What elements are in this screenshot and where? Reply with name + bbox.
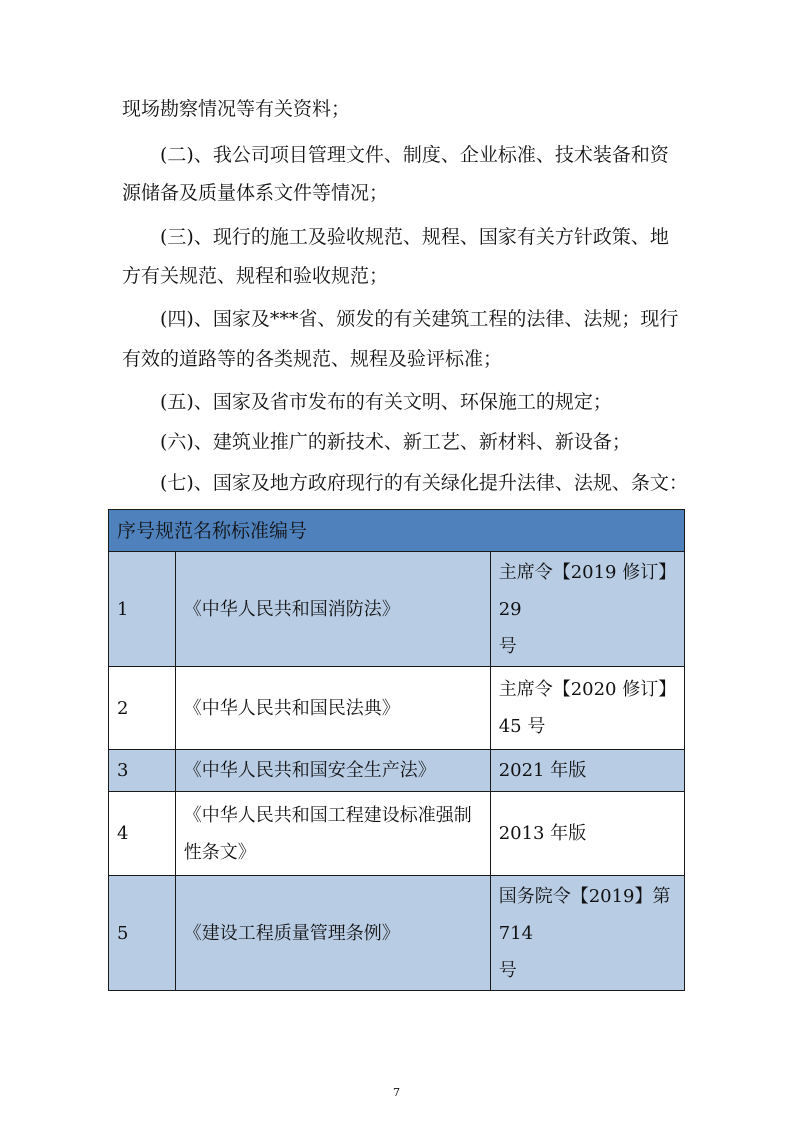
paragraph-line: (五)、国家及省市发布的有关文明、环保施工的规定； [160, 391, 612, 413]
standard-code-line: 29 [498, 598, 522, 620]
standard-code [490, 876, 684, 991]
table-row [109, 876, 685, 991]
row-number: 4 [109, 792, 176, 876]
row-number: 5 [109, 876, 176, 991]
regulation-name: 《中华人民共和国安全生产法》 [175, 750, 490, 792]
table-row [109, 792, 685, 876]
standard-code-line: 714 [498, 922, 534, 944]
table-row [109, 552, 685, 667]
paragraph-line: (三)、现行的施工及验收规范、规程、国家有关方针政策、地 [160, 226, 669, 248]
row-number: 3 [109, 750, 176, 792]
paragraph-line: (二)、我公司项目管理文件、制度、企业标准、技术装备和资 [160, 144, 669, 166]
standard-code-line: 45 号 [498, 716, 546, 737]
standard-code-line: 2021 年版 [498, 760, 587, 781]
row-number: 1 [109, 552, 176, 667]
paragraph-line: (六)、建筑业推广的新技术、新工艺、新材料、新设备； [160, 431, 631, 453]
paragraph-line: (七)、国家及地方政府现行的有关绿化提升法律、法规、条文： [160, 472, 688, 494]
table-row [109, 667, 685, 750]
paragraph-line: (四)、国家及***省、颁发的有关建筑工程的法律、法规；现行 [160, 308, 679, 330]
paragraph-line: 有效的道路等的各类规范、规程及验评标准； [122, 348, 503, 370]
standard-code-line: 2013 年版 [498, 823, 587, 844]
paragraph-line: 方有关规范、规程和验收规范； [122, 265, 389, 287]
paragraph-line: 源储备及质量体系文件等情况； [122, 182, 389, 204]
standard-code-line: 号 [498, 959, 517, 981]
standard-code-line: 主席令【2019 修订】 [498, 561, 677, 583]
table-row [109, 750, 685, 792]
table-header-cell: 序号规范名称标准编号 [109, 510, 685, 552]
table-header-row [109, 510, 685, 552]
standard-code [490, 667, 684, 750]
standard-code [490, 552, 684, 667]
regulation-name: 《建设工程质量管理条例》 [175, 876, 490, 991]
regulation-name: 《中华人民共和国消防法》 [175, 552, 490, 667]
standards-table [108, 509, 685, 991]
standard-code-line: 主席令【2020 修订】 [498, 679, 677, 700]
regulation-name: 《中华人民共和国工程建设标准强制性条文》 [175, 792, 490, 876]
page-number: 7 [393, 1086, 400, 1099]
standard-code-line: 号 [498, 635, 517, 657]
standard-code [490, 792, 684, 876]
standard-code [490, 750, 684, 792]
paragraph-line: 现场勘察情况等有关资料； [122, 98, 351, 120]
standard-code-line: 国务院令【2019】第 [498, 885, 671, 907]
regulation-name: 《中华人民共和国民法典》 [175, 667, 490, 750]
row-number: 2 [109, 667, 176, 750]
